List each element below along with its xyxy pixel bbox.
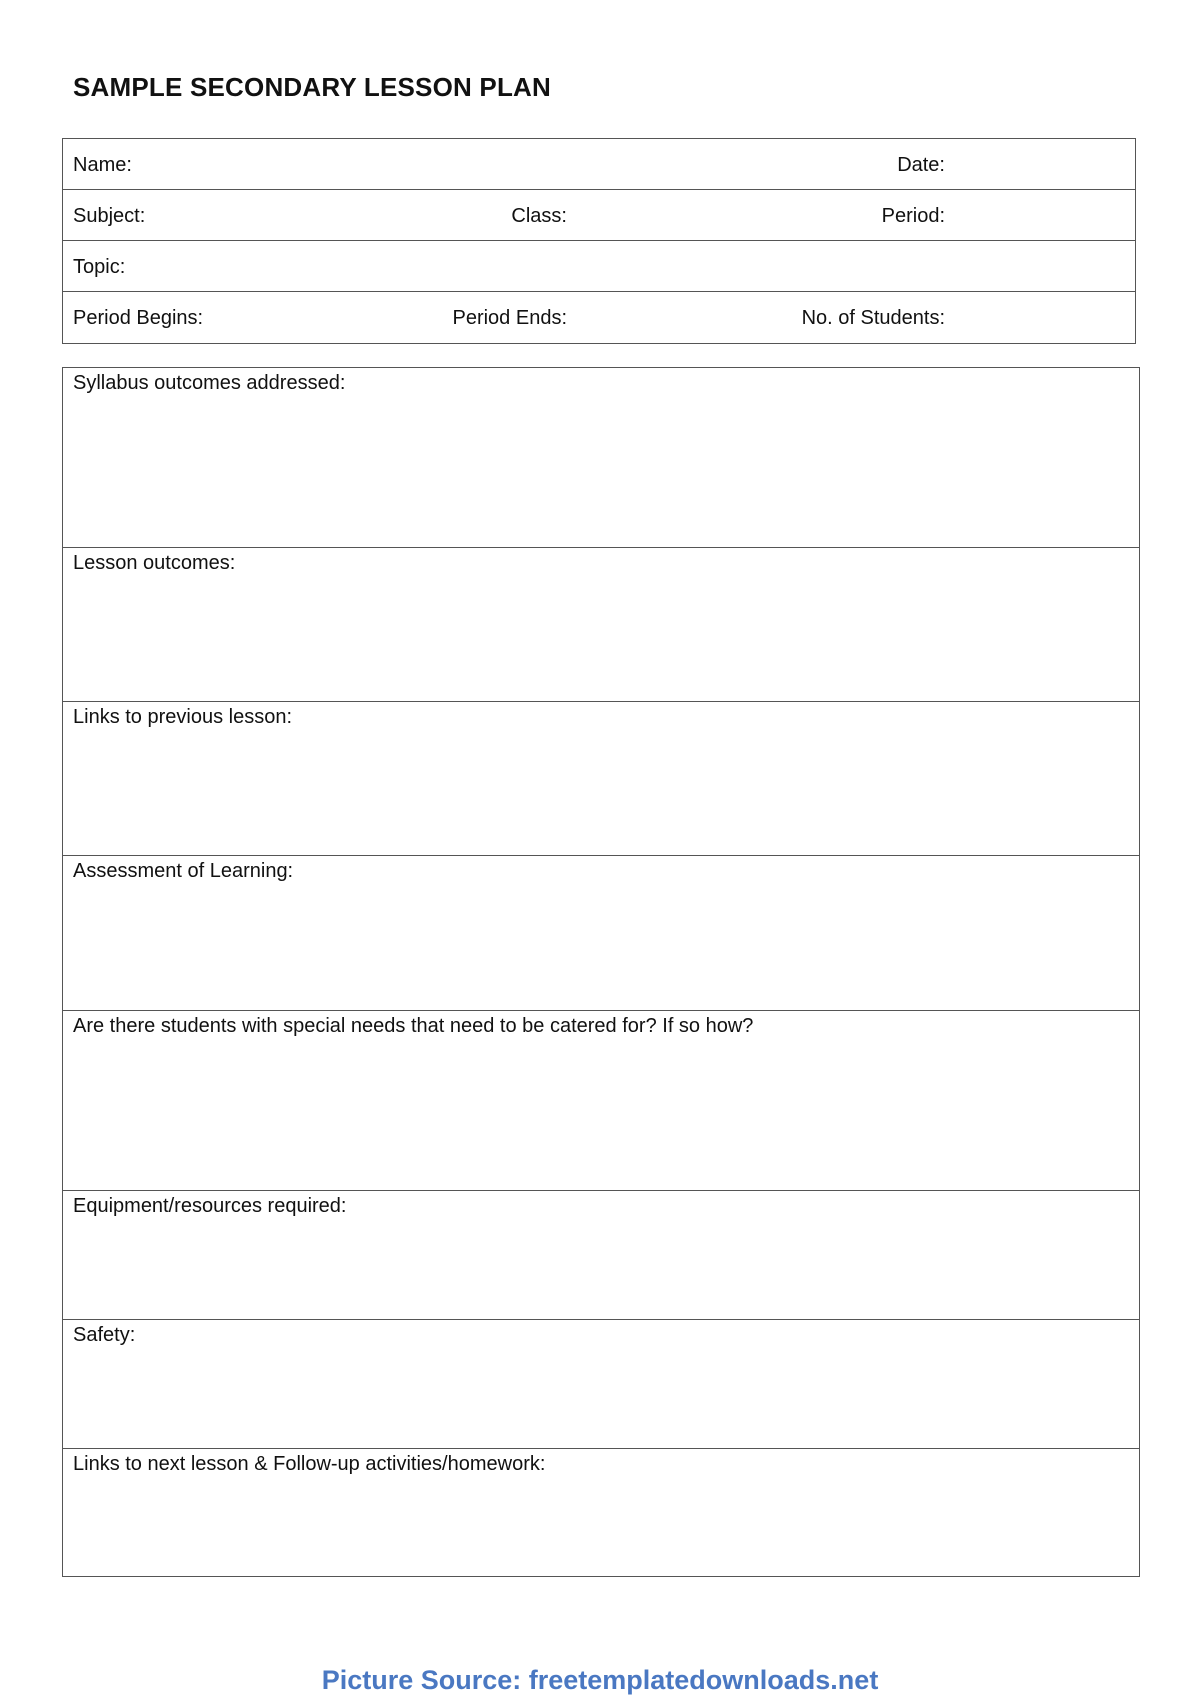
header-row-period-times [63, 292, 1135, 343]
section-label: Equipment/resources required: [73, 1195, 347, 1217]
lesson-sections [62, 367, 1140, 1577]
header-row-subject-class-period [63, 190, 1135, 241]
section-links-previous-lesson [63, 702, 1139, 856]
header-row-topic [63, 241, 1135, 292]
section-label: Lesson outcomes: [73, 552, 236, 574]
header-table [62, 138, 1136, 344]
section-links-next-lesson [63, 1449, 1139, 1575]
period-begins-label: Period Begins: [73, 307, 204, 329]
picture-source-caption: Picture Source: freetemplatedownloads.net [321, 1665, 879, 1695]
subject-label: Subject: [73, 205, 146, 227]
section-assessment-of-learning [63, 856, 1139, 1011]
no-of-students-label: No. of Students: [801, 307, 945, 329]
section-label: Are there students with special needs that need to be catered for? If so how? [73, 1015, 754, 1037]
class-label: Class: [511, 205, 567, 227]
section-syllabus-outcomes [63, 368, 1139, 548]
period-ends-label: Period Ends: [452, 307, 567, 329]
section-label: Syllabus outcomes addressed: [73, 372, 346, 394]
section-equipment-resources [63, 1191, 1139, 1320]
section-label: Safety: [73, 1324, 136, 1346]
section-lesson-outcomes [63, 548, 1139, 702]
section-special-needs [63, 1011, 1139, 1191]
date-label: Date: [897, 154, 945, 176]
section-label: Assessment of Learning: [73, 860, 294, 882]
name-label: Name: [73, 154, 132, 176]
header-row-name-date [63, 139, 1135, 190]
page-title: SAMPLE SECONDARY LESSON PLAN [73, 72, 551, 102]
section-label: Links to next lesson & Follow-up activities/homework: [73, 1453, 546, 1475]
section-safety [63, 1320, 1139, 1449]
period-label: Period: [881, 205, 945, 227]
section-label: Links to previous lesson: [73, 706, 293, 728]
topic-label: Topic: [73, 256, 126, 278]
